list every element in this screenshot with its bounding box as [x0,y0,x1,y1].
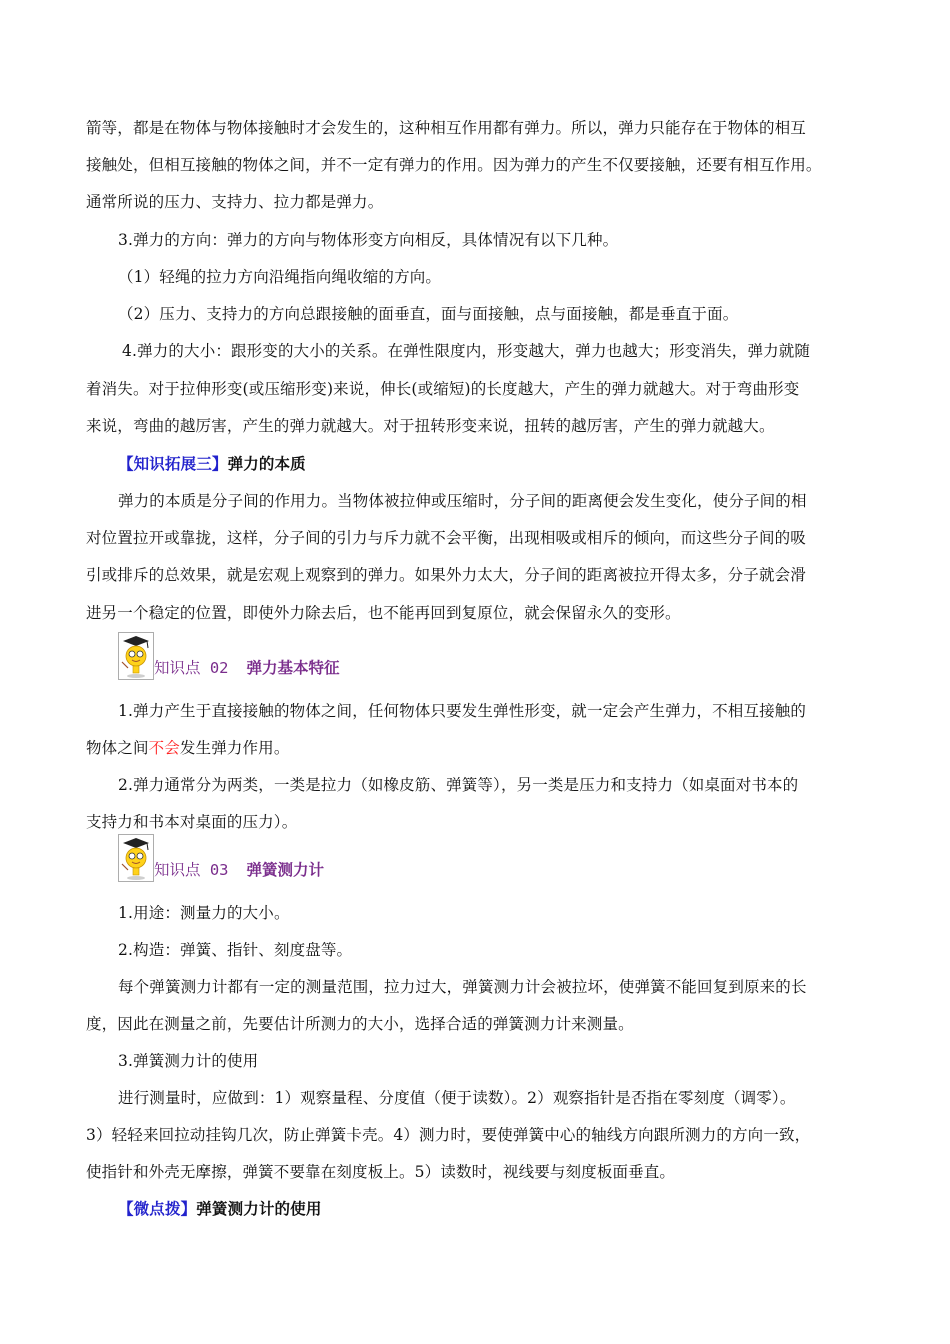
highlighted-text: 不会 [148,739,180,757]
paragraph-line: 通常所说的压力、支持力、拉力都是弹力。 [86,193,384,211]
paragraph-line: （1）轻绳的拉力方向沿绳指向绳收缩的方向。 [118,268,442,286]
paragraph-line: 进行测量时，应做到：1）观察量程、分度值（便于读数）。2）观察指针是否指在零刻度（调零）。 [118,1089,796,1107]
paragraph-line: 4.弹力的大小：跟形变的大小的关系。在弹性限度内，形变越大，弹力也越大；形变消失，弹力就随 [122,342,811,360]
section-tag: 【微点拨】 [118,1199,197,1218]
paragraph-line: 1.弹力产生于直接接触的物体之间，任何物体只要发生弹性形变，就一定会产生弹力，不相互接触的 [118,702,807,720]
paragraph-line: 弹力的本质是分子间的作用力。当物体被拉伸或压缩时，分子间的距离便会发生变化，使分子间的相 [118,492,807,510]
paragraph-line: 每个弹簧测力计都有一定的测量范围，拉力过大，弹簧测力计会被拉坏，使弹簧不能回复到原来的长 [118,978,807,996]
paragraph-line [86,738,289,758]
knowledge-point-number: 知识点 02 [154,659,229,677]
paragraph-line: 度，因此在测量之前，先要估计所测力的大小，选择合适的弹簧测力计来测量。 [86,1015,634,1033]
paragraph-line: 着消失。对于拉伸形变(或压缩形变)来说，伸长(或缩短)的长度越大，产生的弹力就越大。对于弯曲形变 [86,380,800,398]
graduate-mascot-icon [118,834,154,882]
section-title: 弹簧测力计的使用 [196,1199,322,1218]
section-heading [118,454,306,474]
paragraph-line: 2.构造：弹簧、指针、刻度盘等。 [118,941,353,959]
section-tag: 【知识拓展三】 [118,454,228,473]
knowledge-point-heading [118,834,518,882]
knowledge-point-name: 弹力基本特征 [246,659,340,677]
text-segment: 发生弹力作用。 [179,739,290,757]
knowledge-point-heading [118,632,518,680]
paragraph-line: 3）轻轻来回拉动挂钩几次，防止弹簧卡壳。4）测力时，要使弹簧中心的轴线方向跟所测力的方向一致， [86,1126,811,1144]
knowledge-point-title [154,858,324,880]
knowledge-point-name: 弹簧测力计 [246,861,325,879]
paragraph-line: 来说，弯曲的越厉害，产生的弹力就越大。对于扭转形变来说，扭转的越厉害，产生的弹力就越大。 [86,417,775,435]
section-title: 弹力的本质 [227,454,306,473]
paragraph-line: 3.弹簧测力计的使用 [118,1052,259,1070]
paragraph-line: 使指针和外壳无摩擦，弹簧不要靠在刻度板上。5）读数时，视线要与刻度板面垂直。 [86,1163,676,1181]
text-segment: 物体之间 [86,739,149,757]
paragraph-line: 进另一个稳定的位置，即使外力除去后，也不能再回到复原位，就会保留永久的变形。 [86,604,681,622]
knowledge-point-title [154,656,340,678]
paragraph-line: 箭等，都是在物体与物体接触时才会发生的，这种相互作用都有弹力。所以，弹力只能存在于物体的相互 [86,119,806,137]
section-heading [118,1199,321,1219]
knowledge-point-number: 知识点 03 [154,861,229,879]
paragraph-line: 对位置拉开或靠拢，这样，分子间的引力与斥力就不会平衡，出现相吸或相斥的倾向，而这些分子间的吸 [86,529,806,547]
paragraph-line: 支持力和书本对桌面的压力）。 [86,813,298,831]
paragraph-line: （2）压力、支持力的方向总跟接触的面垂直，面与面接触，点与面接触，都是垂直于面。 [118,305,739,323]
paragraph-line: 2.弹力通常分为两类，一类是拉力（如橡皮筋、弹簧等），另一类是压力和支持力（如桌面对书本的 [118,776,799,794]
paragraph-line: 1.用途：测量力的大小。 [118,904,290,922]
paragraph-line: 3.弹力的方向：弹力的方向与物体形变方向相反，具体情况有以下几种。 [118,231,619,249]
graduate-mascot-icon [118,632,154,680]
paragraph-line: 接触处，但相互接触的物体之间，并不一定有弹力的作用。因为弹力的产生不仅要接触，还要有相互作用。 [86,156,822,174]
paragraph-line: 引或排斥的总效果，就是宏观上观察到的弹力。如果外力太大，分子间的距离被拉开得太多，分子就会滑 [86,566,806,584]
